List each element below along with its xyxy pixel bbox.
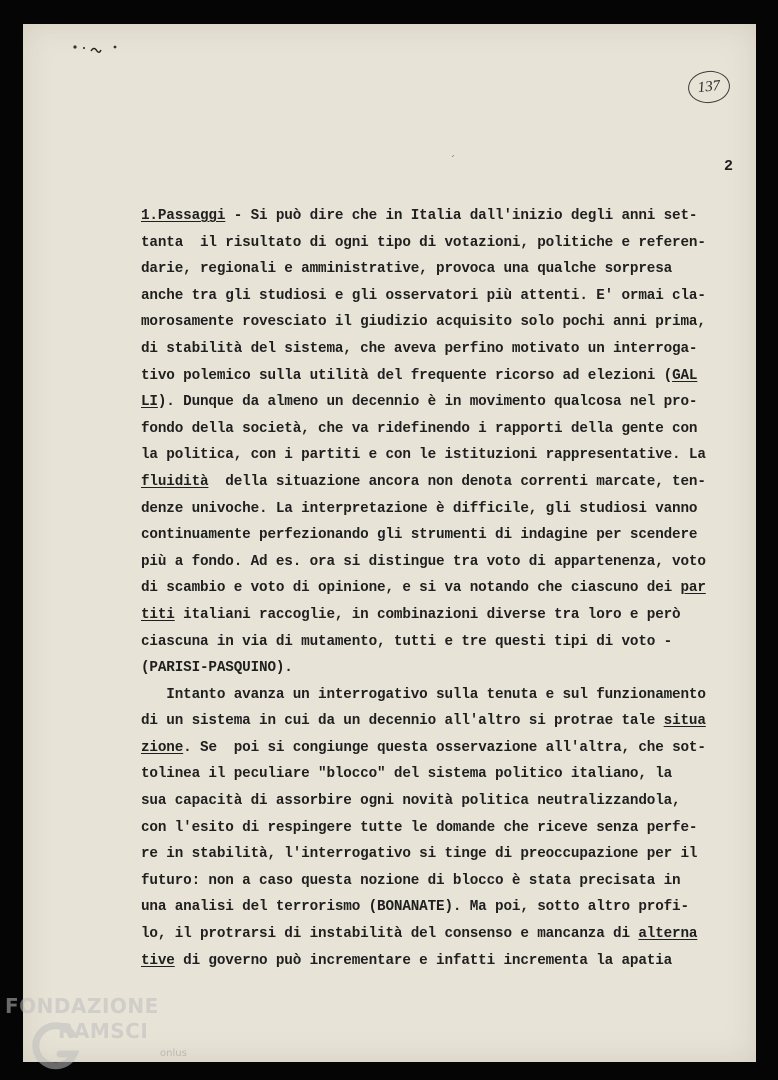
text-segment: Intanto avanza un interrogativo sulla tenuta e sul funzionamento bbox=[141, 686, 706, 703]
text-line bbox=[141, 682, 756, 709]
text-line bbox=[141, 469, 756, 496]
text-segment: di scambio e voto di opinione, e si va notando che ciascuno dei bbox=[141, 580, 681, 597]
underlined-text: par bbox=[680, 580, 706, 597]
text-line bbox=[141, 761, 756, 788]
text-line bbox=[141, 230, 756, 257]
text-segment: della situazione ancora non denota correnti marcate, ten- bbox=[208, 473, 706, 490]
underlined-text: GAL bbox=[672, 367, 698, 384]
underlined-text: fluidità bbox=[141, 473, 209, 490]
archive-number-stamp: 137 bbox=[686, 69, 731, 105]
text-segment: (PARISI-PASQUINO). bbox=[141, 660, 293, 677]
watermark-onlus: onlus bbox=[160, 1048, 187, 1059]
text-segment: di governo può incrementare e infatti incrementa la apatia bbox=[174, 952, 673, 969]
text-segment: . Se poi si congiunge questa osservazione all'altra, che sot- bbox=[183, 739, 706, 756]
text-line bbox=[141, 283, 756, 310]
ink-smudge bbox=[71, 42, 119, 56]
text-segment: morosamente rovesciato il giudizio acquisito solo pochi anni prima, bbox=[141, 314, 706, 331]
text-line bbox=[141, 708, 756, 735]
text-segment: fondo della società, che va ridefinendo i rapporti della gente con bbox=[141, 420, 698, 437]
fondazione-gramsci-watermark bbox=[0, 992, 200, 1072]
text-segment: - Si può dire che in Italia dall'inizio degli anni set- bbox=[225, 208, 698, 224]
text-line bbox=[141, 309, 756, 336]
text-line bbox=[141, 549, 756, 576]
underlined-text: LI bbox=[141, 394, 158, 411]
text-segment: sua capacità di assorbire ogni novità politica neutralizzandola, bbox=[141, 793, 681, 810]
page-number: 2 bbox=[724, 158, 734, 175]
typed-body-text bbox=[141, 203, 756, 974]
text-line bbox=[141, 575, 756, 602]
text-line bbox=[141, 629, 756, 656]
text-line bbox=[141, 948, 756, 975]
text-line bbox=[141, 363, 756, 390]
text-segment: denze univoche. La interpretazione è difficile, gli studiosi vanno bbox=[141, 500, 698, 517]
underlined-text: situa bbox=[663, 713, 706, 730]
text-segment: re in stabilità, l'interrogativo si tinge di preoccupazione per il bbox=[141, 846, 698, 863]
text-line bbox=[141, 389, 756, 416]
text-segment: di stabilità del sistema, che aveva perfino motivato un interroga- bbox=[141, 340, 698, 357]
text-segment: futuro: non a caso questa nozione di blocco è stata precisata in bbox=[141, 872, 681, 889]
text-line bbox=[141, 203, 756, 230]
underlined-text: zione bbox=[141, 739, 184, 756]
text-line bbox=[141, 336, 756, 363]
text-segment: di un sistema in cui da un decennio all'altro si protrae tale bbox=[141, 713, 664, 730]
document-page bbox=[23, 24, 756, 1062]
text-line bbox=[141, 868, 756, 895]
text-line bbox=[141, 788, 756, 815]
text-line bbox=[141, 655, 756, 682]
text-segment: lo, il protrarsi di instabilità del consenso e mancanza di bbox=[141, 926, 639, 943]
text-line bbox=[141, 256, 756, 283]
text-segment: tivo polemico sulla utilità del frequente ricorso ad elezioni ( bbox=[141, 367, 673, 384]
underlined-text: 1.Passaggi bbox=[141, 208, 226, 224]
text-line bbox=[141, 735, 756, 762]
text-line bbox=[141, 921, 756, 948]
text-segment: tolinea il peculiare "blocco" del sistema politico italiano, la bbox=[141, 766, 673, 783]
watermark-line-1: FONDAZIONE bbox=[5, 994, 159, 1018]
text-segment: ). Dunque da almeno un decennio è in movimento qualcosa nel pro- bbox=[157, 394, 698, 411]
text-segment: ciascuna in via di mutamento, tutti e tre questi tipi di voto - bbox=[141, 633, 673, 650]
text-line bbox=[141, 815, 756, 842]
text-segment: più a fondo. Ad es. ora si distingue tra voto di appartenenza, voto bbox=[141, 553, 706, 570]
text-segment: la politica, con i partiti e con le istituzioni rappresentative. La bbox=[141, 447, 706, 464]
text-line bbox=[141, 602, 756, 629]
text-line bbox=[141, 496, 756, 523]
text-line bbox=[141, 416, 756, 443]
pencil-tick: ´ bbox=[450, 155, 455, 166]
watermark-line-2: RAMSCI bbox=[58, 1019, 149, 1043]
text-segment: con l'esito di respingere tutte le domande che riceve senza perfe- bbox=[141, 819, 698, 836]
text-segment: anche tra gli studiosi e gli osservatori più attenti. E' ormai cla- bbox=[141, 287, 706, 304]
text-segment: continuamente perfezionando gli strumenti di indagine per scendere bbox=[141, 527, 698, 544]
underlined-text: titi bbox=[141, 606, 175, 623]
text-segment: italiani raccoglie, in combinazioni diverse tra loro e però bbox=[174, 606, 681, 623]
underlined-text: tive bbox=[141, 952, 175, 969]
underlined-text: alterna bbox=[638, 926, 698, 943]
text-line bbox=[141, 442, 756, 469]
text-line bbox=[141, 894, 756, 921]
text-segment: una analisi del terrorismo (BONANATE). Ma poi, sotto altro profi- bbox=[141, 899, 689, 916]
text-segment: tanta il risultato di ogni tipo di votazioni, politiche e referen- bbox=[141, 234, 706, 251]
text-line bbox=[141, 841, 756, 868]
text-segment: darie, regionali e amministrative, provoca una qualche sorpresa bbox=[141, 261, 673, 278]
text-line bbox=[141, 522, 756, 549]
